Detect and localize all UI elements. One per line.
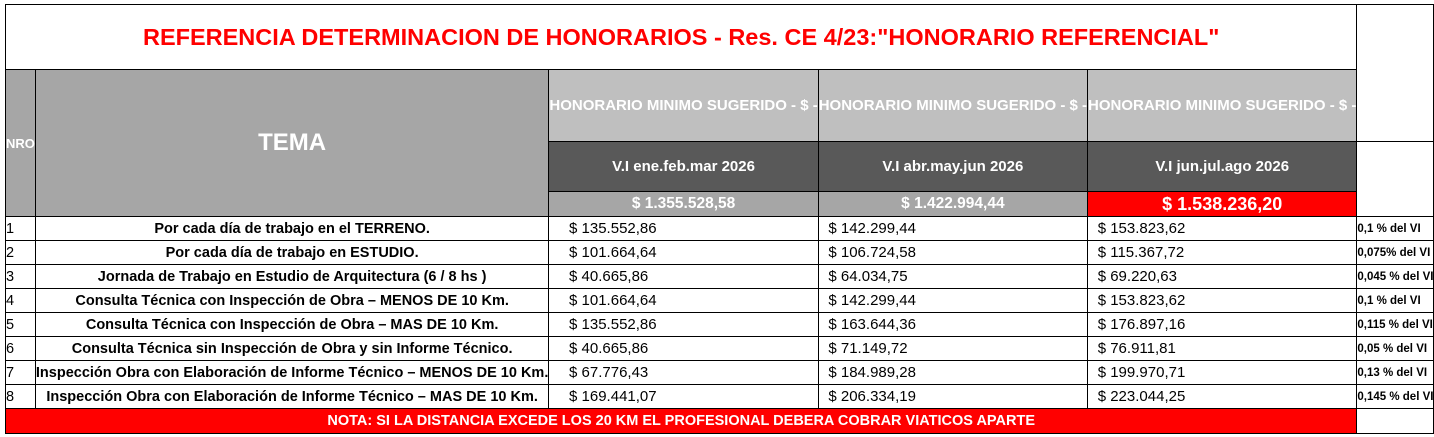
table-row <box>6 361 1434 385</box>
table-row <box>6 337 1434 361</box>
currency-symbol: $ <box>828 268 837 285</box>
value-amount: 169.441,07 <box>581 388 657 405</box>
row-value-2 <box>818 337 1087 361</box>
row-value-3 <box>1088 361 1357 385</box>
table-row <box>6 385 1434 409</box>
currency-symbol: $ <box>1097 340 1107 357</box>
row-nro: 4 <box>6 289 36 313</box>
header-period-3: V.I jun.jul.ago 2026 <box>1088 142 1357 192</box>
row-nro: 1 <box>6 217 36 241</box>
table-row <box>6 217 1434 241</box>
value-amount: 199.970,71 <box>1110 364 1186 381</box>
row-tema: Por cada día de trabajo en el TERRENO. <box>35 217 548 241</box>
value-amount: 40.665,86 <box>581 268 649 285</box>
currency-symbol: $ <box>828 340 837 357</box>
value-amount: 67.776,43 <box>581 364 649 381</box>
row-tema: Por cada día de trabajo en ESTUDIO. <box>35 241 548 265</box>
header-base-value-3: $ 1.538.236,20 <box>1088 192 1357 217</box>
header-base-value-1: $ 1.355.528,58 <box>549 192 818 217</box>
table-row <box>6 265 1434 289</box>
value-amount: 135.552,86 <box>581 220 657 237</box>
row-nro: 7 <box>6 361 36 385</box>
row-value-2 <box>818 385 1087 409</box>
row-nro: 2 <box>6 241 36 265</box>
row-value-2 <box>818 217 1087 241</box>
row-value-2 <box>818 265 1087 289</box>
currency-symbol: $ <box>1097 388 1107 405</box>
row-percentage: 0,045 % del VI <box>1357 265 1434 289</box>
header-honorario-3: HONORARIO MINIMO SUGERIDO - $ - <box>1088 70 1357 142</box>
header-honorario-1: HONORARIO MINIMO SUGERIDO - $ - <box>549 70 818 142</box>
value-amount: 69.220,63 <box>1110 268 1177 285</box>
row-value-3 <box>1088 265 1357 289</box>
currency-symbol: $ <box>1097 364 1107 381</box>
value-amount: 115.367,72 <box>1110 244 1185 261</box>
row-percentage: 0,115 % del VI <box>1357 313 1434 337</box>
row-nro: 6 <box>6 337 36 361</box>
value-amount: 153.823,62 <box>1110 292 1186 309</box>
row-value-1 <box>549 385 818 409</box>
row-percentage: 0,13 % del VI <box>1357 361 1434 385</box>
table-row <box>6 289 1434 313</box>
header-nro: NRO <box>6 70 36 217</box>
value-amount: 223.044,25 <box>1110 388 1186 405</box>
row-value-2 <box>818 313 1087 337</box>
currency-symbol: $ <box>1097 292 1107 309</box>
value-amount: 163.644,36 <box>840 316 916 333</box>
row-tema: Jornada de Trabajo en Estudio de Arquitectura (6 / 8 hs ) <box>35 265 548 289</box>
value-amount: 153.823,62 <box>1110 220 1186 237</box>
value-amount: 184.989,28 <box>840 364 916 381</box>
value-amount: 142.299,44 <box>840 292 916 309</box>
currency-symbol: $ <box>1097 268 1107 285</box>
currency-symbol: $ <box>569 268 578 285</box>
currency-symbol: $ <box>828 292 837 309</box>
honorarios-table <box>5 4 1434 434</box>
table-row <box>6 241 1434 265</box>
currency-symbol: $ <box>569 364 578 381</box>
blank-note-cell <box>1357 409 1434 434</box>
currency-symbol: $ <box>1097 316 1107 333</box>
note-banner: NOTA: SI LA DISTANCIA EXCEDE LOS 20 KM EL PROFESIONAL DEBERA COBRAR VIATICOS APARTE <box>6 409 1357 434</box>
currency-symbol: $ <box>569 316 578 333</box>
currency-symbol: $ <box>828 244 837 261</box>
table-title: REFERENCIA DETERMINACION DE HONORARIOS - Res. CE 4/23:"HONORARIO REFERENCIAL" <box>6 5 1357 70</box>
row-value-1 <box>549 217 818 241</box>
row-value-3 <box>1088 289 1357 313</box>
row-value-1 <box>549 337 818 361</box>
row-tema: Consulta Técnica con Inspección de Obra – MENOS DE 10 Km. <box>35 289 548 313</box>
currency-symbol: $ <box>1097 220 1107 237</box>
header-tema: TEMA <box>35 70 548 217</box>
value-amount: 135.552,86 <box>581 316 657 333</box>
row-percentage: 0,1 % del VI <box>1357 289 1434 313</box>
row-tema: Inspección Obra con Elaboración de Informe Técnico – MENOS DE 10 Km. <box>35 361 548 385</box>
row-value-2 <box>818 289 1087 313</box>
row-nro: 3 <box>6 265 36 289</box>
row-value-1 <box>549 265 818 289</box>
header-honorario-2: HONORARIO MINIMO SUGERIDO - $ - <box>818 70 1087 142</box>
blank-header-cell <box>1357 5 1434 142</box>
row-percentage: 0,1 % del VI <box>1357 217 1434 241</box>
row-value-1 <box>549 361 818 385</box>
row-value-3 <box>1088 337 1357 361</box>
value-amount: 176.897,16 <box>1110 316 1186 333</box>
table-row <box>6 313 1434 337</box>
row-tema: Consulta Técnica con Inspección de Obra – MAS DE 10 Km. <box>35 313 548 337</box>
row-nro: 8 <box>6 385 36 409</box>
currency-symbol: $ <box>569 388 578 405</box>
row-value-1 <box>549 313 818 337</box>
value-amount: 76.911,81 <box>1110 340 1176 357</box>
table-body <box>6 217 1434 409</box>
row-value-2 <box>818 241 1087 265</box>
value-amount: 101.664,64 <box>581 244 657 261</box>
row-value-1 <box>549 241 818 265</box>
currency-symbol: $ <box>569 292 578 309</box>
row-nro: 5 <box>6 313 36 337</box>
header-period-1: V.I ene.feb.mar 2026 <box>549 142 818 192</box>
value-amount: 64.034,75 <box>840 268 908 285</box>
row-percentage: 0,075% del VI <box>1357 241 1434 265</box>
row-percentage: 0,05 % del VI <box>1357 337 1434 361</box>
row-value-3 <box>1088 241 1357 265</box>
currency-symbol: $ <box>569 340 578 357</box>
row-value-1 <box>549 289 818 313</box>
row-tema: Inspección Obra con Elaboración de Informe Técnico – MAS DE 10 Km. <box>35 385 548 409</box>
row-value-3 <box>1088 313 1357 337</box>
row-tema: Consulta Técnica sin Inspección de Obra y sin Informe Técnico. <box>35 337 548 361</box>
currency-symbol: $ <box>828 388 837 405</box>
header-period-2: V.I abr.may.jun 2026 <box>818 142 1087 192</box>
currency-symbol: $ <box>828 364 837 381</box>
row-value-3 <box>1088 385 1357 409</box>
currency-symbol: $ <box>828 220 837 237</box>
value-amount: 40.665,86 <box>581 340 649 357</box>
value-amount: 106.724,58 <box>840 244 916 261</box>
row-percentage: 0,145 % del VI <box>1357 385 1434 409</box>
currency-symbol: $ <box>1097 244 1107 261</box>
value-amount: 101.664,64 <box>581 292 657 309</box>
value-amount: 71.149,72 <box>840 340 908 357</box>
currency-symbol: $ <box>569 220 578 237</box>
row-value-2 <box>818 361 1087 385</box>
value-amount: 206.334,19 <box>840 388 916 405</box>
blank-header-cell <box>1357 142 1434 217</box>
currency-symbol: $ <box>828 316 837 333</box>
row-value-3 <box>1088 217 1357 241</box>
currency-symbol: $ <box>569 244 578 261</box>
value-amount: 142.299,44 <box>840 220 916 237</box>
header-base-value-2: $ 1.422.994,44 <box>818 192 1087 217</box>
